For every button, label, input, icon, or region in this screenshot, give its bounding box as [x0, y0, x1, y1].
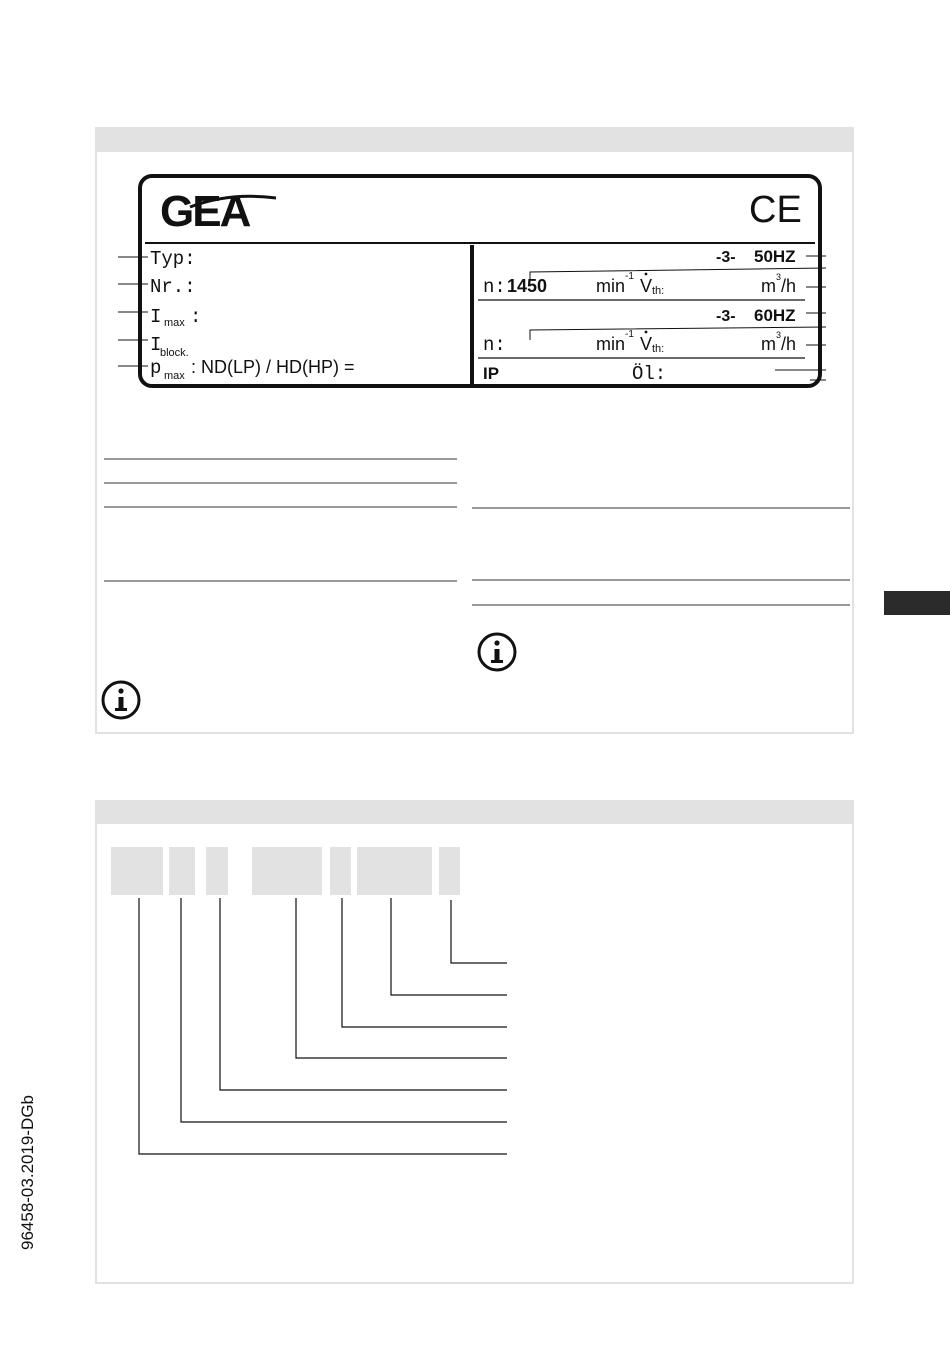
m3-50: 3 [776, 272, 782, 282]
code-box [439, 847, 460, 895]
type-code-boxes [111, 847, 460, 895]
code-box [111, 847, 163, 895]
gea-logo [160, 187, 276, 236]
left-callouts [118, 257, 148, 366]
pmax-sub: max [164, 370, 185, 382]
n-label-50: n: [483, 276, 506, 298]
ip-label: IP [483, 364, 500, 383]
code-box [357, 847, 432, 895]
iblock-sub: block. [160, 347, 189, 359]
min-exp-60: -1 [625, 329, 634, 340]
m-50: m [761, 276, 776, 296]
type-code-leaders [139, 898, 507, 1154]
per-h-50: /h [781, 276, 797, 296]
typ-label: Typ: [150, 248, 196, 270]
hz-50: 50HZ [754, 247, 796, 266]
code-box [330, 847, 351, 895]
code-50: -3- [716, 249, 736, 266]
nr-label: Nr.: [150, 276, 196, 298]
oil-label: Öl: [632, 363, 667, 385]
info-icon [479, 634, 515, 670]
v-60: V [640, 334, 653, 354]
per-h-60: /h [781, 334, 797, 354]
vth-60: th: [652, 343, 665, 355]
v-50: V [640, 276, 653, 296]
hz-60: 60HZ [754, 306, 796, 325]
code-box [252, 847, 322, 895]
code-box [206, 847, 228, 895]
document-id: 96458-03.2019-DGb [18, 1094, 37, 1250]
m3-60: 3 [776, 330, 782, 340]
pmax-rest: : ND(LP) / HD(HP) = [191, 357, 355, 377]
min-exp-50: -1 [625, 271, 634, 282]
right-rules [472, 508, 850, 605]
left-rules [104, 459, 457, 581]
ce-mark: CE [749, 189, 802, 231]
svg-text:GEA: GEA [160, 187, 250, 236]
imax-colon: : [190, 306, 202, 328]
min-60: min [596, 334, 626, 354]
code-60: -3- [716, 308, 736, 325]
info-icon [103, 682, 139, 718]
speed-50: 1450 [507, 276, 548, 296]
iblock-I: I [150, 334, 162, 356]
min-50: min [596, 276, 626, 296]
n-label-60: n: [483, 334, 506, 356]
m-60: m [761, 334, 776, 354]
imax-I: I [150, 306, 162, 328]
vth-50: th: [652, 285, 665, 297]
imax-sub: max [164, 317, 185, 329]
pmax-p: p [150, 357, 162, 379]
code-box [169, 847, 195, 895]
